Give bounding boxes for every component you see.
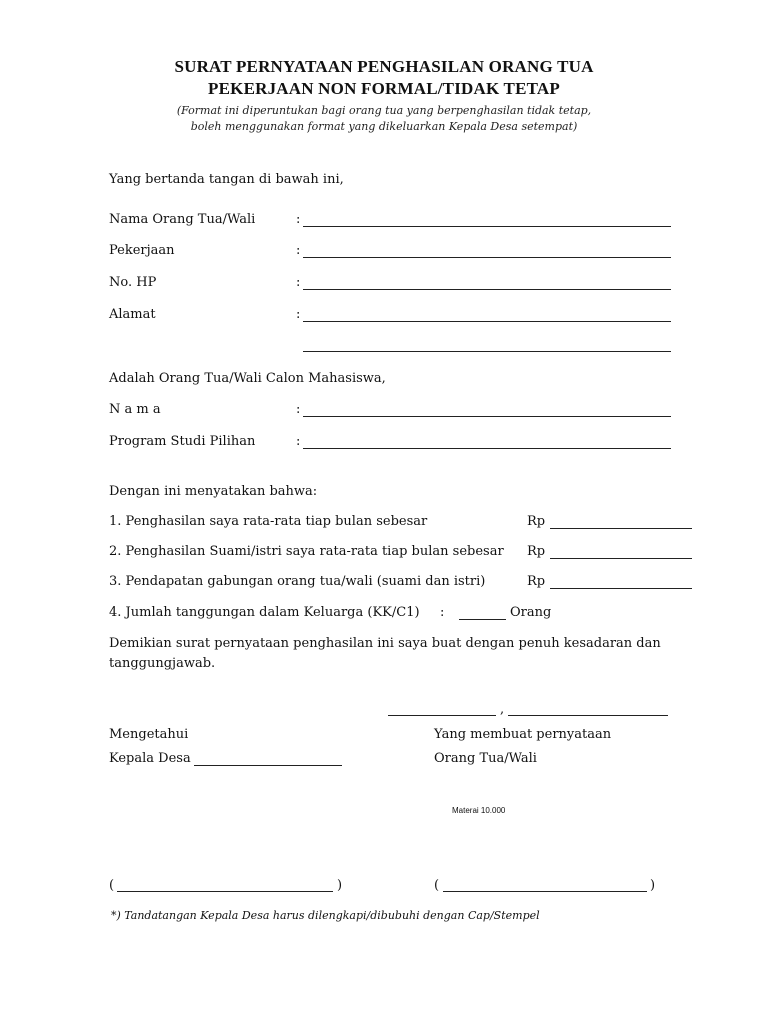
format-note-line-1: (Format ini diperuntukan bagi orang tua yang berpenghasilan tidak tetap, — [176, 104, 592, 117]
amount-line — [550, 528, 692, 529]
field-label-address: Alamat — [109, 307, 156, 322]
field-colon: : — [296, 243, 301, 258]
dependents-line — [459, 619, 506, 620]
dependents-item: 4. Jumlah tanggungan dalam Keluarga (KK/C1) — [109, 605, 420, 620]
field-label-study-program: Program Studi Pilihan — [109, 434, 256, 449]
closing-text-line-2: tanggungjawab. — [109, 656, 216, 671]
dependents-unit: Orang — [510, 605, 552, 620]
currency-label: Rp — [527, 544, 546, 559]
field-label-parent-name: Nama Orang Tua/Wali — [109, 212, 256, 227]
field-label-occupation: Pekerjaan — [109, 243, 175, 258]
right-signature-line — [443, 891, 647, 892]
address-line-1 — [303, 321, 671, 322]
currency-label: Rp — [527, 514, 546, 529]
left-signature-open: ( — [109, 878, 115, 893]
parent-name-line — [303, 226, 671, 227]
left-signature-line — [117, 891, 333, 892]
statement-item: 2. Penghasilan Suami/istri saya rata-rata tiap bulan sebesar — [109, 544, 504, 559]
student-intro-text: Adalah Orang Tua/Wali Calon Mahasiswa, — [109, 371, 386, 386]
place-date-comma: , — [500, 702, 505, 717]
field-colon: : — [296, 434, 301, 449]
field-label-student-name: N a m a — [109, 402, 161, 417]
phone-line — [303, 289, 671, 290]
field-colon: : — [296, 307, 301, 322]
left-sign-role: Kepala Desa — [109, 751, 191, 766]
occupation-line — [303, 257, 671, 258]
right-sign-role: Orang Tua/Wali — [434, 751, 537, 766]
right-signature-open: ( — [434, 878, 440, 893]
right-signature-close: ) — [650, 878, 656, 893]
village-head-name-line — [194, 765, 342, 766]
field-colon: : — [296, 275, 301, 290]
student-name-line — [303, 416, 671, 417]
place-line — [388, 715, 496, 716]
closing-text-line-1: Demikian surat pernyataan penghasilan ini saya buat dengan penuh kesadaran dan — [109, 636, 661, 651]
right-sign-heading: Yang membuat pernyataan — [434, 727, 612, 742]
statement-intro-text: Dengan ini menyatakan bahwa: — [109, 484, 318, 499]
footnote: *) Tandatangan Kepala Desa harus dilengkapi/dibubuhi dengan Cap/Stempel — [111, 909, 540, 922]
field-colon: : — [296, 212, 301, 227]
left-sign-heading: Mengetahui — [109, 727, 189, 742]
left-signature-close: ) — [337, 878, 343, 893]
format-note-line-2: boleh menggunakan format yang dikeluarkan Kepala Desa setempat) — [190, 120, 578, 133]
intro-text: Yang bertanda tangan di bawah ini, — [109, 172, 344, 187]
amount-line — [550, 558, 692, 559]
statement-item: 1. Penghasilan saya rata-rata tiap bulan sebesar — [109, 514, 428, 529]
address-line-2 — [303, 351, 671, 352]
currency-label: Rp — [527, 574, 546, 589]
study-program-line — [303, 448, 671, 449]
field-label-phone: No. HP — [109, 275, 157, 290]
date-line — [508, 715, 668, 716]
title-line-2: PEKERJAAN NON FORMAL/TIDAK TETAP — [208, 79, 560, 98]
stamp-duty-label: Materai 10.000 — [452, 806, 506, 815]
statement-item: 3. Pendapatan gabungan orang tua/wali (suami dan istri) — [109, 574, 486, 589]
field-colon: : — [440, 605, 445, 620]
field-colon: : — [296, 402, 301, 417]
amount-line — [550, 588, 692, 589]
title-line-1: SURAT PERNYATAAN PENGHASILAN ORANG TUA — [174, 57, 594, 76]
